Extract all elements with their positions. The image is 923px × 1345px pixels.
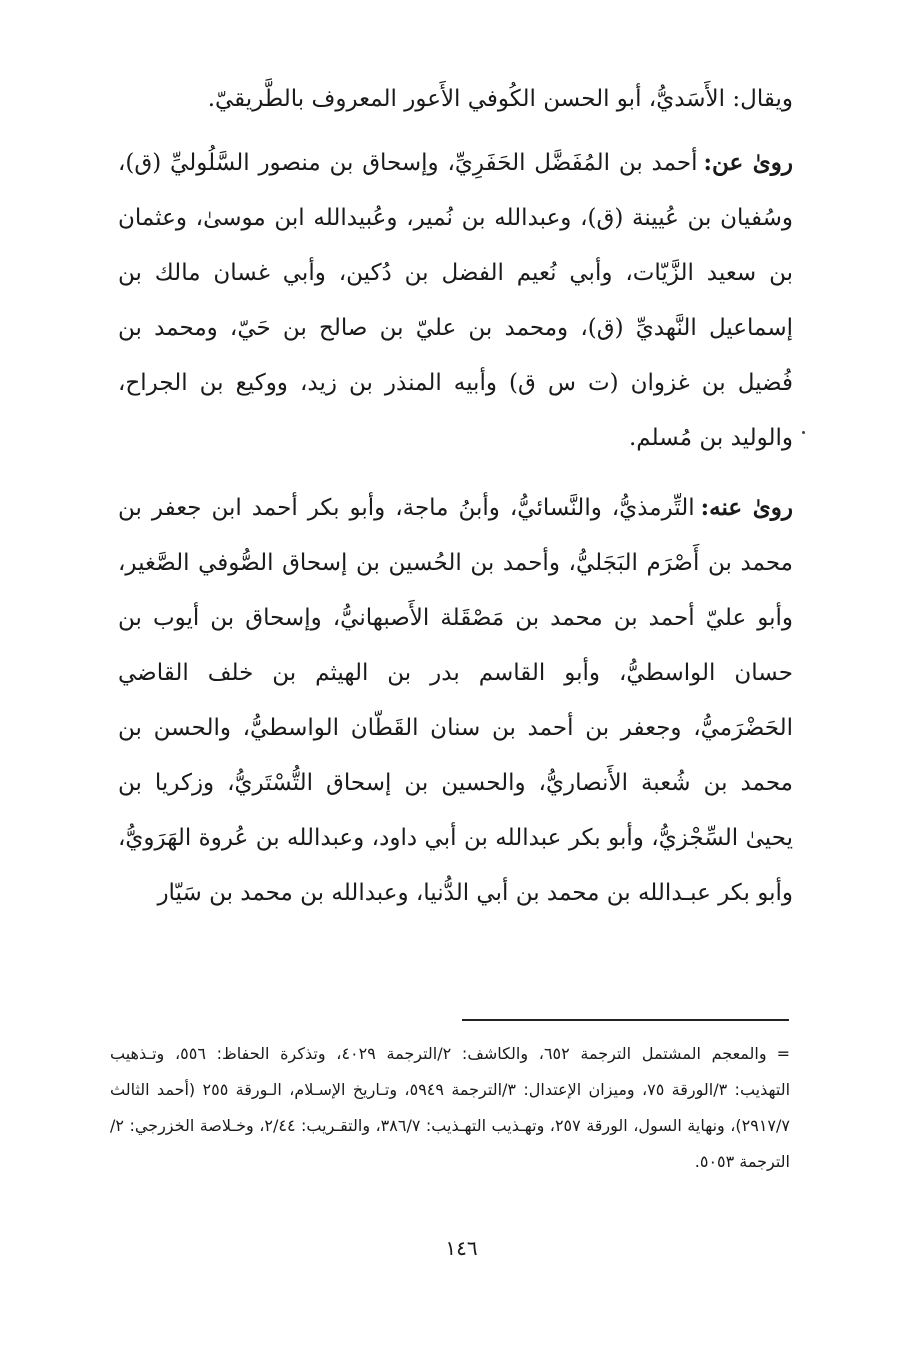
footnote-text: والمعجم المشتمل الترجمة ٦٥٢، والكاشف: ٢/الترجمة ٤٠٢٩، وتذكرة الحفاظ: ٥٥٦، وتـذهيب التهذيب: ٣/الورقة ٧٥، وميزان الإعتدال: ٣/الترجمة ٥٩٤٩، وتـاريخ الإسـلام، الـورقة ٢٥٥ (أحمد الثالث ٢٩١٧/٧)، ونهاية السول، الورقة ٢٥٧، وتهـذيب التهـذيب: ٣٨٦/٧، والتقـريب: ٢/٤٤، وخـلاصة الخزرجي: ٢/الترجمة ٥٠٥٣. bbox=[110, 1044, 791, 1171]
narrated-from-text: أحمد بن المُفَضَّل الحَفَرِيِّ، وإسحاق بن منصور السَّلُوليِّ (ق)، وسُفيان بن عُيينة (ق)، وعبدالله بن نُمير، وعُبيدالله ابن موسىٰ، وعثمان بن سعيد الزَّيّات، وأبي نُعيم الفضل بن دُكين، وأبي غسان مالك بن إسماعيل النَّهديِّ (ق)، ومحمد بن عليّ بن صالح بن حَيّ، ومحمد بن فُضيل بن غزوان (ت س ق) وأبيه المنذر بن زيد، ووكيع بن الجراح، والوليد بن مُسلم. bbox=[118, 150, 793, 451]
margin-dot bbox=[802, 431, 805, 434]
narrated-by-text: التِّرمذيُّ، والنَّسائيُّ، وأبنُ ماجة، وأبو بكر أحمد ابن جعفر بن محمد بن أَصْرَم البَجَليُّ، وأحمد بن الحُسين بن إسحاق الصُّوفي الصَّغير، وأبو عليّ أحمد بن محمد بن مَصْقَلة الأَصبهانيُّ، وإسحاق بن أيوب بن حسان الواسطيُّ، وأبو القاسم بدر بن الهيثم بن خلف القاضي الحَضْرَميُّ، وجعفر بن أحمد بن سنان القَطّان الواسطيُّ، والحسن بن محمد بن شُعبة الأَنصاريُّ، والحسين بن إسحاق التُّسْتَريُّ، وزكريا بن يحيىٰ السِّجْزيُّ، وأبو بكر عبدالله بن أبي داود، وعبدالله بن عُروة الهَرَويُّ، وأبو بكر عبـدالله بن محمد بن أبي الدُّنيا، وعبدالله بن محمد بن سَيّار bbox=[118, 495, 794, 906]
footnote-paragraph bbox=[110, 1036, 790, 1180]
footnote-separator bbox=[462, 1019, 789, 1021]
narrated-by-paragraph bbox=[118, 480, 793, 921]
narrated-from-paragraph bbox=[118, 135, 793, 466]
intro-paragraph: ويقال: الأَسَديُّ، أبو الحسن الكُوفي الأَعور المعروف بالطَّريقيّ. bbox=[207, 86, 793, 112]
footnotes bbox=[110, 1036, 790, 1180]
page-number: ١٤٦ bbox=[445, 1236, 478, 1260]
main-text-body bbox=[118, 72, 793, 921]
narrated-from-label: روىٰ عن: bbox=[703, 149, 793, 176]
footnote-continuation-marker: = bbox=[776, 1044, 791, 1063]
narrated-by-label: روىٰ عنه: bbox=[700, 494, 793, 521]
